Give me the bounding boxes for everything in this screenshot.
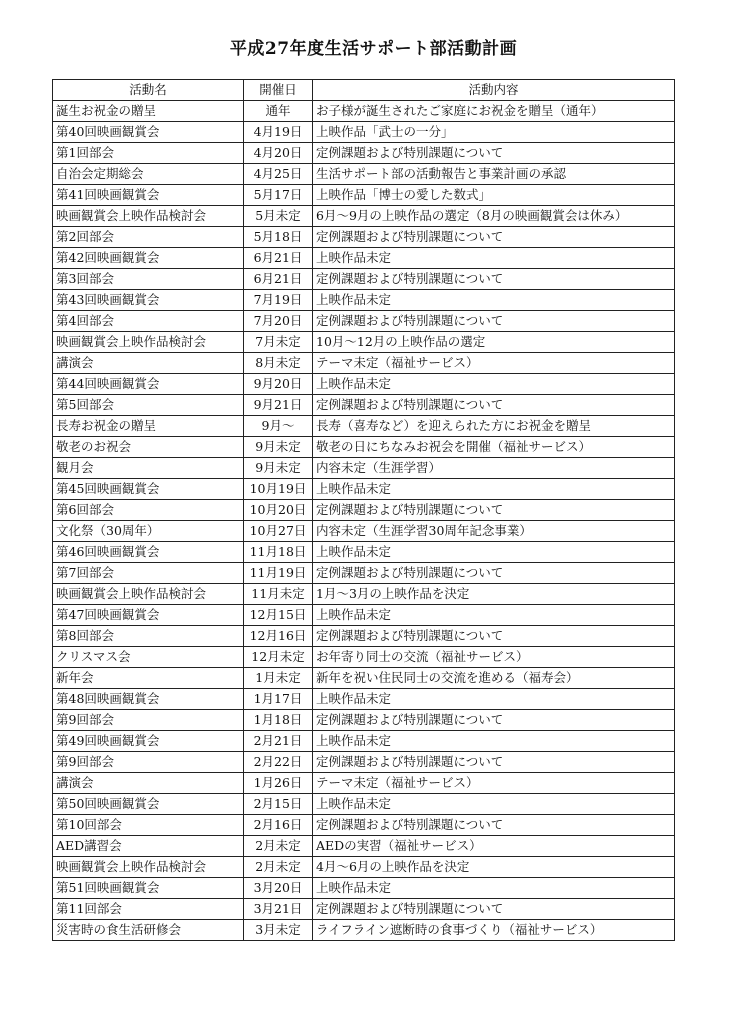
table-row (53, 437, 675, 458)
activity-content-cell: 10月～12月の上映作品の選定 (313, 332, 675, 353)
activity-name-cell: 第51回映画観賞会 (53, 878, 244, 899)
table-row (53, 458, 675, 479)
activity-name-cell: 映画観賞会上映作品検討会 (53, 857, 244, 878)
activity-content-cell: 上映作品未定 (313, 479, 675, 500)
date-cell: 7月未定 (244, 332, 313, 353)
table-row (53, 521, 675, 542)
activity-name-cell: 第3回部会 (53, 269, 244, 290)
activity-content-cell: 上映作品未定 (313, 374, 675, 395)
activity-name-cell: クリスマス会 (53, 647, 244, 668)
table-row (53, 143, 675, 164)
table-row (53, 290, 675, 311)
activity-name-cell: 災害時の食生活研修会 (53, 920, 244, 941)
activity-name-cell: 講演会 (53, 773, 244, 794)
activity-content-cell: 内容未定（生涯学習30周年記念事業） (313, 521, 675, 542)
activity-content-cell: 上映作品未定 (313, 731, 675, 752)
date-cell: 3月20日 (244, 878, 313, 899)
table-row (53, 416, 675, 437)
date-cell: 5月未定 (244, 206, 313, 227)
table-row (53, 542, 675, 563)
table-row (53, 647, 675, 668)
table-row (53, 269, 675, 290)
activity-name-cell: 第1回部会 (53, 143, 244, 164)
activity-name-cell: 第5回部会 (53, 395, 244, 416)
table-row (53, 899, 675, 920)
table-row (53, 836, 675, 857)
activity-name-cell: 誕生お祝金の贈呈 (53, 101, 244, 122)
table-row (53, 920, 675, 941)
activity-name-cell: 映画観賞会上映作品検討会 (53, 584, 244, 605)
activity-content-cell: 長寿（喜寿など）を迎えられた方にお祝金を贈呈 (313, 416, 675, 437)
table-row (53, 185, 675, 206)
activity-content-cell: ライフライン遮断時の食事づくり（福祉サービス） (313, 920, 675, 941)
date-cell: 10月19日 (244, 479, 313, 500)
activity-content-cell: 上映作品未定 (313, 290, 675, 311)
activity-content-cell: 新年を祝い住民同士の交流を進める（福寿会） (313, 668, 675, 689)
table-row (53, 332, 675, 353)
activity-content-cell: 内容未定（生涯学習） (313, 458, 675, 479)
date-cell: 9月～ (244, 416, 313, 437)
activity-name-cell: 第43回映画観賞会 (53, 290, 244, 311)
table-row (53, 395, 675, 416)
activity-content-cell: 敬老の日にちなみお祝会を開催（福祉サービス） (313, 437, 675, 458)
activity-content-cell: 定例課題および特別課題について (313, 710, 675, 731)
date-cell: 11月19日 (244, 563, 313, 584)
activity-content-cell: テーマ未定（福祉サービス） (313, 773, 675, 794)
activity-name-cell: 長寿お祝金の贈呈 (53, 416, 244, 437)
date-cell: 4月25日 (244, 164, 313, 185)
header-date: 開催日 (244, 80, 313, 101)
date-cell: 2月未定 (244, 857, 313, 878)
activity-content-cell: 上映作品「武士の一分」 (313, 122, 675, 143)
date-cell: 1月18日 (244, 710, 313, 731)
table-row (53, 605, 675, 626)
activity-content-cell: 定例課題および特別課題について (313, 269, 675, 290)
table-row (53, 248, 675, 269)
activity-content-cell: テーマ未定（福祉サービス） (313, 353, 675, 374)
activity-content-cell: お年寄り同士の交流（福祉サービス） (313, 647, 675, 668)
table-row (53, 584, 675, 605)
activity-name-cell: 第40回映画観賞会 (53, 122, 244, 143)
activity-content-cell: 定例課題および特別課題について (313, 395, 675, 416)
activity-name-cell: 映画観賞会上映作品検討会 (53, 332, 244, 353)
date-cell: 2月未定 (244, 836, 313, 857)
activity-name-cell: 第11回部会 (53, 899, 244, 920)
table-row (53, 752, 675, 773)
date-cell: 11月未定 (244, 584, 313, 605)
activity-name-cell: 観月会 (53, 458, 244, 479)
activity-content-cell: 上映作品「博士の愛した数式」 (313, 185, 675, 206)
activity-content-cell: 6月～9月の上映作品の選定（8月の映画観賞会は休み） (313, 206, 675, 227)
activity-name-cell: 第42回映画観賞会 (53, 248, 244, 269)
date-cell: 10月20日 (244, 500, 313, 521)
table-row (53, 563, 675, 584)
activity-name-cell: 映画観賞会上映作品検討会 (53, 206, 244, 227)
activity-name-cell: AED講習会 (53, 836, 244, 857)
date-cell: 2月15日 (244, 794, 313, 815)
header-activity-name: 活動名 (53, 80, 244, 101)
date-cell: 6月21日 (244, 248, 313, 269)
activity-content-cell: 定例課題および特別課題について (313, 626, 675, 647)
activity-name-cell: 第48回映画観賞会 (53, 689, 244, 710)
activity-content-cell: 上映作品未定 (313, 542, 675, 563)
date-cell: 8月未定 (244, 353, 313, 374)
date-cell: 2月22日 (244, 752, 313, 773)
date-cell: 6月21日 (244, 269, 313, 290)
table-row (53, 374, 675, 395)
header-activity-content: 活動内容 (313, 80, 675, 101)
table-row (53, 164, 675, 185)
activity-content-cell: 4月～6月の上映作品を決定 (313, 857, 675, 878)
activity-content-cell: 定例課題および特別課題について (313, 815, 675, 836)
table-body (53, 101, 675, 941)
table-row (53, 353, 675, 374)
activity-content-cell: 定例課題および特別課題について (313, 899, 675, 920)
table-row (53, 206, 675, 227)
table-row (53, 857, 675, 878)
table-row (53, 815, 675, 836)
table-row (53, 479, 675, 500)
table-row (53, 878, 675, 899)
date-cell: 12月16日 (244, 626, 313, 647)
date-cell: 通年 (244, 101, 313, 122)
activity-content-cell: お子様が誕生されたご家庭にお祝金を贈呈（通年） (313, 101, 675, 122)
activity-content-cell: 生活サポート部の活動報告と事業計画の承認 (313, 164, 675, 185)
activity-content-cell: 定例課題および特別課題について (313, 752, 675, 773)
date-cell: 10月27日 (244, 521, 313, 542)
date-cell: 11月18日 (244, 542, 313, 563)
activity-name-cell: 第6回部会 (53, 500, 244, 521)
activity-name-cell: 第50回映画観賞会 (53, 794, 244, 815)
date-cell: 9月未定 (244, 458, 313, 479)
table-row (53, 710, 675, 731)
table-row (53, 122, 675, 143)
activity-content-cell: 上映作品未定 (313, 794, 675, 815)
date-cell: 1月未定 (244, 668, 313, 689)
date-cell: 1月17日 (244, 689, 313, 710)
date-cell: 9月20日 (244, 374, 313, 395)
activity-name-cell: 第47回映画観賞会 (53, 605, 244, 626)
activity-content-cell: AEDの実習（福祉サービス） (313, 836, 675, 857)
date-cell: 3月未定 (244, 920, 313, 941)
date-cell: 2月16日 (244, 815, 313, 836)
table-row (53, 689, 675, 710)
activity-name-cell: 第49回映画観賞会 (53, 731, 244, 752)
date-cell: 4月20日 (244, 143, 313, 164)
activity-content-cell: 上映作品未定 (313, 878, 675, 899)
date-cell: 9月21日 (244, 395, 313, 416)
activity-name-cell: 第2回部会 (53, 227, 244, 248)
activity-name-cell: 講演会 (53, 353, 244, 374)
table-row (53, 311, 675, 332)
date-cell: 1月26日 (244, 773, 313, 794)
table-row (53, 668, 675, 689)
activity-name-cell: 第9回部会 (53, 752, 244, 773)
date-cell: 7月20日 (244, 311, 313, 332)
date-cell: 3月21日 (244, 899, 313, 920)
page-title: 平成27年度生活サポート部活動計画 (229, 39, 518, 59)
activity-name-cell: 敬老のお祝会 (53, 437, 244, 458)
activity-content-cell: 定例課題および特別課題について (313, 311, 675, 332)
date-cell: 7月19日 (244, 290, 313, 311)
activity-content-cell: 上映作品未定 (313, 248, 675, 269)
table-row (53, 773, 675, 794)
activity-name-cell: 自治会定期総会 (53, 164, 244, 185)
activity-name-cell: 文化祭（30周年） (53, 521, 244, 542)
activity-content-cell: 定例課題および特別課題について (313, 227, 675, 248)
activity-name-cell: 第10回部会 (53, 815, 244, 836)
activity-name-cell: 第45回映画観賞会 (53, 479, 244, 500)
activity-content-cell: 定例課題および特別課題について (313, 143, 675, 164)
table-row (53, 626, 675, 647)
date-cell: 9月未定 (244, 437, 313, 458)
table-row (53, 500, 675, 521)
activity-name-cell: 第9回部会 (53, 710, 244, 731)
date-cell: 12月未定 (244, 647, 313, 668)
activity-name-cell: 第41回映画観賞会 (53, 185, 244, 206)
table-row (53, 731, 675, 752)
table-row (53, 227, 675, 248)
activity-name-cell: 第44回映画観賞会 (53, 374, 244, 395)
activity-content-cell: 定例課題および特別課題について (313, 563, 675, 584)
date-cell: 4月19日 (244, 122, 313, 143)
activity-name-cell: 第7回部会 (53, 563, 244, 584)
activity-content-cell: 1月～3月の上映作品を決定 (313, 584, 675, 605)
activity-content-cell: 上映作品未定 (313, 689, 675, 710)
table-row (53, 101, 675, 122)
activity-name-cell: 第8回部会 (53, 626, 244, 647)
activity-content-cell: 定例課題および特別課題について (313, 500, 675, 521)
activity-name-cell: 第4回部会 (53, 311, 244, 332)
table-row (53, 794, 675, 815)
activity-plan-table (52, 79, 675, 941)
activity-name-cell: 第46回映画観賞会 (53, 542, 244, 563)
date-cell: 5月17日 (244, 185, 313, 206)
date-cell: 2月21日 (244, 731, 313, 752)
activity-name-cell: 新年会 (53, 668, 244, 689)
date-cell: 12月15日 (244, 605, 313, 626)
date-cell: 5月18日 (244, 227, 313, 248)
table-header-row (53, 80, 675, 101)
activity-content-cell: 上映作品未定 (313, 605, 675, 626)
